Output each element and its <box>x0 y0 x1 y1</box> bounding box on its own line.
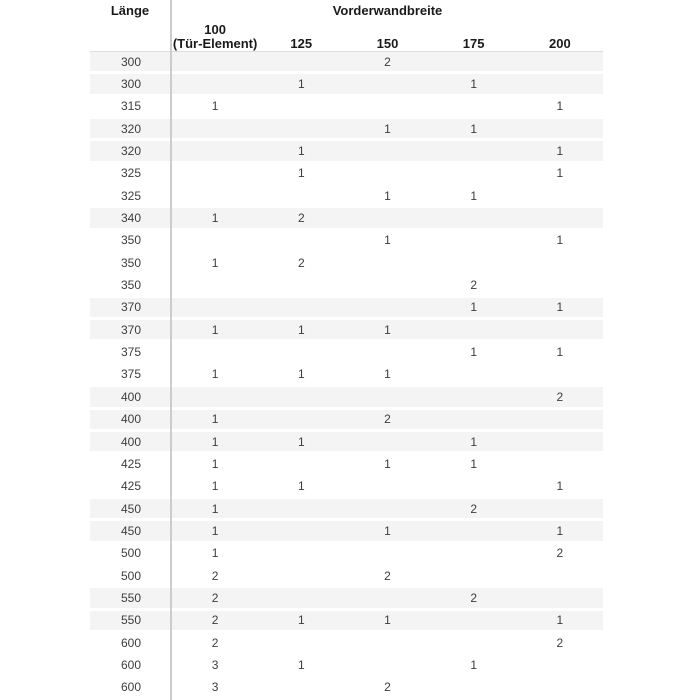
laenge-cell: 550 <box>120 590 142 605</box>
value-cell-100: 1 <box>211 434 219 449</box>
value-cell-150: 1 <box>384 121 391 136</box>
value-cell-125: 1 <box>297 144 305 159</box>
value-cell-150: 2 <box>384 54 391 69</box>
column-divider <box>170 0 172 700</box>
table-row <box>90 655 603 677</box>
laenge-cell: 325 <box>120 166 142 181</box>
value-cell-100: 3 <box>211 657 219 672</box>
value-cell-175: 2 <box>470 590 477 605</box>
table-row <box>90 477 603 499</box>
table-row <box>90 611 603 633</box>
value-cell-200: 2 <box>556 389 564 404</box>
value-cell-175: 1 <box>470 300 477 315</box>
table-row <box>90 320 603 342</box>
value-cell-150: 1 <box>384 322 391 337</box>
laenge-cell: 350 <box>120 233 142 248</box>
laenge-cell: 375 <box>120 345 142 360</box>
value-cell-100: 1 <box>211 523 219 538</box>
value-cell-125: 2 <box>297 255 305 270</box>
value-cell-175: 1 <box>470 456 477 471</box>
value-cell-100: 2 <box>211 568 219 583</box>
laenge-cell: 315 <box>120 99 142 114</box>
value-cell-150: 1 <box>384 233 391 248</box>
column-header-150-label: 150 <box>376 36 399 51</box>
table-row <box>90 298 603 320</box>
table-body <box>90 52 603 700</box>
value-cell-150: 2 <box>384 680 391 695</box>
table-row <box>90 678 603 700</box>
value-cell-100: 1 <box>211 546 219 561</box>
table-row <box>90 253 603 275</box>
value-cell-200: 1 <box>556 613 564 628</box>
table-row <box>90 365 603 387</box>
value-cell-125: 1 <box>297 77 305 92</box>
value-cell-100: 1 <box>211 322 219 337</box>
column-header-175 <box>431 17 517 51</box>
value-cell-200: 2 <box>556 635 564 650</box>
value-cell-100: 1 <box>211 456 219 471</box>
value-cell-125: 2 <box>297 211 305 226</box>
laenge-cell: 600 <box>120 657 142 672</box>
value-cell-200: 1 <box>556 233 564 248</box>
laenge-cell: 600 <box>120 680 142 695</box>
value-cell-175: 1 <box>470 121 477 136</box>
value-cell-175: 1 <box>470 188 477 203</box>
value-cell-200: 1 <box>556 523 564 538</box>
laenge-cell: 370 <box>120 322 142 337</box>
laenge-cell: 425 <box>120 479 142 494</box>
value-cell-125: 1 <box>297 322 305 337</box>
column-header-100 <box>172 17 258 51</box>
table-row <box>90 119 603 141</box>
laenge-cell: 450 <box>120 523 142 538</box>
value-cell-200: 1 <box>556 144 564 159</box>
value-cell-125: 1 <box>297 434 305 449</box>
laenge-cell: 500 <box>120 546 142 561</box>
column-header-125 <box>258 17 344 51</box>
table-row <box>90 231 603 253</box>
value-cell-100: 2 <box>211 613 219 628</box>
table-row <box>90 141 603 163</box>
laenge-cell: 340 <box>120 211 142 226</box>
value-cell-200: 1 <box>556 99 564 114</box>
table-row <box>90 74 603 96</box>
laenge-cell: 500 <box>120 568 142 583</box>
table-row <box>90 566 603 588</box>
value-cell-150: 1 <box>384 523 391 538</box>
column-header-100-line1: 100 <box>204 22 226 37</box>
value-cell-150: 1 <box>384 367 391 382</box>
table-row <box>90 387 603 409</box>
table-row <box>90 342 603 364</box>
table-row <box>90 410 603 432</box>
laenge-cell: 350 <box>120 278 142 293</box>
table-row <box>90 454 603 476</box>
value-cell-150: 1 <box>384 456 391 471</box>
value-cell-150: 2 <box>384 412 391 427</box>
value-cell-200: 1 <box>556 345 564 360</box>
laenge-cell: 375 <box>120 367 142 382</box>
column-header-175-label: 175 <box>462 36 485 51</box>
table-row <box>90 186 603 208</box>
value-cell-100: 1 <box>211 479 219 494</box>
laenge-cell: 320 <box>120 144 142 159</box>
laenge-cell: 370 <box>120 300 142 315</box>
value-cell-100: 1 <box>211 412 219 427</box>
value-cell-200: 2 <box>556 546 564 561</box>
table-row <box>90 499 603 521</box>
laenge-cell: 300 <box>120 54 142 69</box>
value-cell-100: 2 <box>211 635 219 650</box>
table-row <box>90 275 603 297</box>
column-header-150 <box>344 17 430 51</box>
laenge-cell: 300 <box>120 77 142 92</box>
laenge-header: Länge <box>110 3 150 18</box>
table-row <box>90 633 603 655</box>
value-cell-175: 2 <box>470 278 477 293</box>
laenge-cell: 400 <box>120 412 142 427</box>
table-row <box>90 208 603 230</box>
value-cell-175: 1 <box>470 345 477 360</box>
value-cell-100: 1 <box>211 99 219 114</box>
column-header-100-line2: (Tür-Element) <box>172 36 258 51</box>
laenge-cell: 325 <box>120 188 142 203</box>
value-cell-200: 1 <box>556 300 564 315</box>
value-cell-200: 1 <box>556 166 564 181</box>
laenge-cell: 550 <box>120 613 142 628</box>
column-headers <box>172 17 603 51</box>
table-row <box>90 521 603 543</box>
vorderwandbreite-header: Vorderwandbreite <box>332 3 443 18</box>
value-cell-175: 1 <box>470 657 477 672</box>
value-cell-125: 1 <box>297 367 305 382</box>
value-cell-150: 1 <box>384 188 391 203</box>
column-header-200 <box>517 17 603 51</box>
laenge-cell: 450 <box>120 501 142 516</box>
column-header-200-label: 200 <box>548 36 571 51</box>
value-cell-100: 1 <box>211 211 219 226</box>
value-cell-125: 1 <box>297 479 305 494</box>
value-cell-125: 1 <box>297 613 305 628</box>
value-cell-100: 1 <box>211 255 219 270</box>
value-cell-100: 3 <box>211 680 219 695</box>
laenge-cell: 350 <box>120 255 142 270</box>
column-header-125-label: 125 <box>290 36 313 51</box>
value-cell-150: 1 <box>384 613 391 628</box>
laenge-cell: 425 <box>120 456 142 471</box>
laenge-cell: 400 <box>120 389 142 404</box>
value-cell-100: 2 <box>211 590 219 605</box>
value-cell-125: 1 <box>297 657 305 672</box>
value-cell-100: 1 <box>211 501 219 516</box>
table-row <box>90 432 603 454</box>
value-cell-125: 1 <box>297 166 305 181</box>
value-cell-200: 1 <box>556 479 564 494</box>
table-row <box>90 164 603 186</box>
value-cell-150: 2 <box>384 568 391 583</box>
laenge-cell: 320 <box>120 121 142 136</box>
table-row <box>90 544 603 566</box>
laenge-cell: 600 <box>120 635 142 650</box>
laenge-cell: 400 <box>120 434 142 449</box>
value-cell-175: 1 <box>470 77 477 92</box>
value-cell-175: 1 <box>470 434 477 449</box>
value-cell-175: 2 <box>470 501 477 516</box>
table-row <box>90 97 603 119</box>
table-row <box>90 588 603 610</box>
table-row <box>90 52 603 74</box>
value-cell-100: 1 <box>211 367 219 382</box>
